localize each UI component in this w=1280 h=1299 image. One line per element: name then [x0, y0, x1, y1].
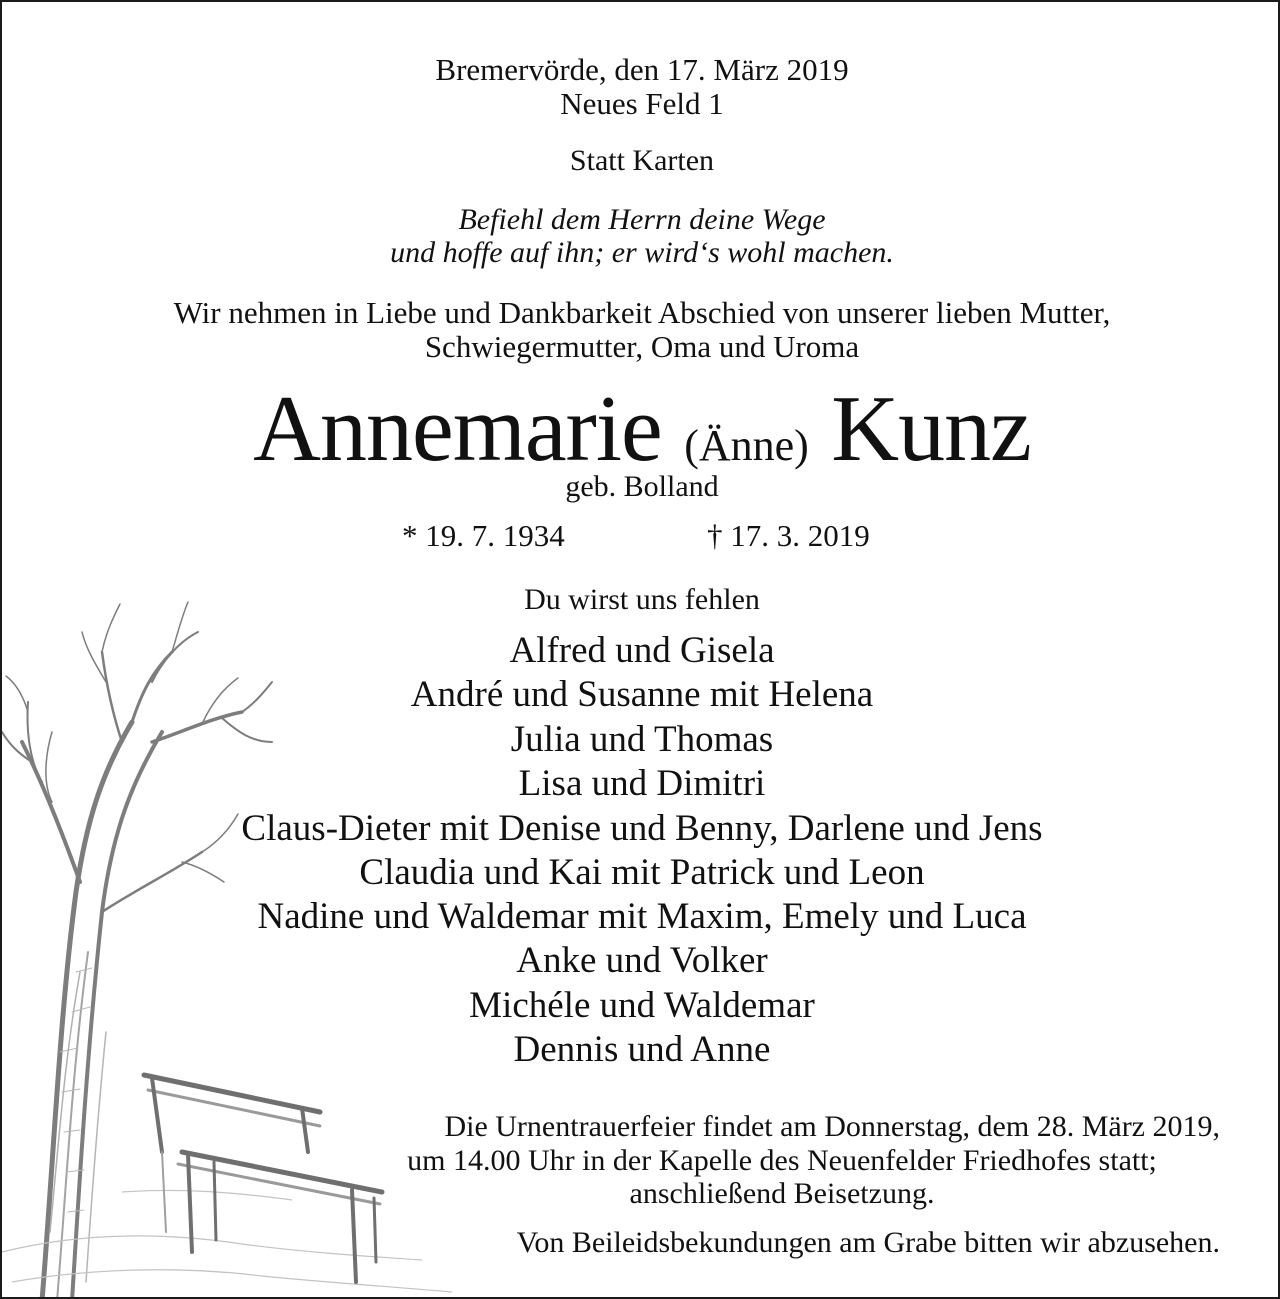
family-line: Lisa und Dimitri	[518, 763, 766, 804]
family-line: Dennis und Anne	[513, 1029, 771, 1070]
intro-line-2: Schwiegermutter, Oma und Uroma	[424, 329, 860, 364]
nickname: (Änne)	[684, 421, 809, 470]
family-line: Anke und Volker	[516, 940, 768, 981]
intro-line-1: Wir nehmen in Liebe und Dankbarkeit Abschied von unserer lieben Mutter,	[173, 295, 1111, 330]
first-name: Annemarie	[253, 377, 662, 481]
service-line-3: anschließend Beisetzung.	[629, 1177, 935, 1210]
address: Neues Feld 1	[560, 86, 724, 121]
service-line-2: um 14.00 Uhr in der Kapelle des Neuenfelder Friedhofes statt;	[407, 1144, 1157, 1177]
family-line: Claus-Dieter mit Denise und Benny, Darlene und Jens	[241, 808, 1043, 849]
service-line-1: Die Urnentrauerfeier findet am Donnerstag, dem 28. März 2019,	[444, 1110, 1220, 1143]
statt-karten: Statt Karten	[569, 144, 715, 177]
family-line: Michéle und Waldemar	[469, 985, 815, 1026]
verse-line-2: und hoffe auf ihn; er wird‘s wohl machen.	[390, 236, 894, 269]
closing-phrase: Du wirst uns fehlen	[524, 583, 760, 616]
family-line: Julia und Thomas	[510, 719, 774, 760]
birth-date: * 19. 7. 1934	[402, 518, 565, 553]
family-line: André und Susanne mit Helena	[410, 674, 874, 715]
birth-name: geb. Bolland	[565, 470, 719, 503]
family-line: Nadine und Waldemar mit Maxim, Emely und Luca	[257, 896, 1027, 937]
place-date: Bremervörde, den 17. März 2019	[435, 52, 849, 87]
condolence-note: Von Beileidsbekundungen am Grabe bitten wir abzusehen.	[516, 1226, 1220, 1259]
family-line: Claudia und Kai mit Patrick und Leon	[359, 852, 925, 893]
family-line: Alfred und Gisela	[509, 630, 775, 671]
death-date: † 17. 3. 2019	[707, 518, 870, 553]
last-name: Kunz	[831, 377, 1031, 481]
verse-line-1: Befiehl dem Herrn deine Wege	[458, 203, 826, 236]
deceased-name	[2, 377, 1280, 481]
